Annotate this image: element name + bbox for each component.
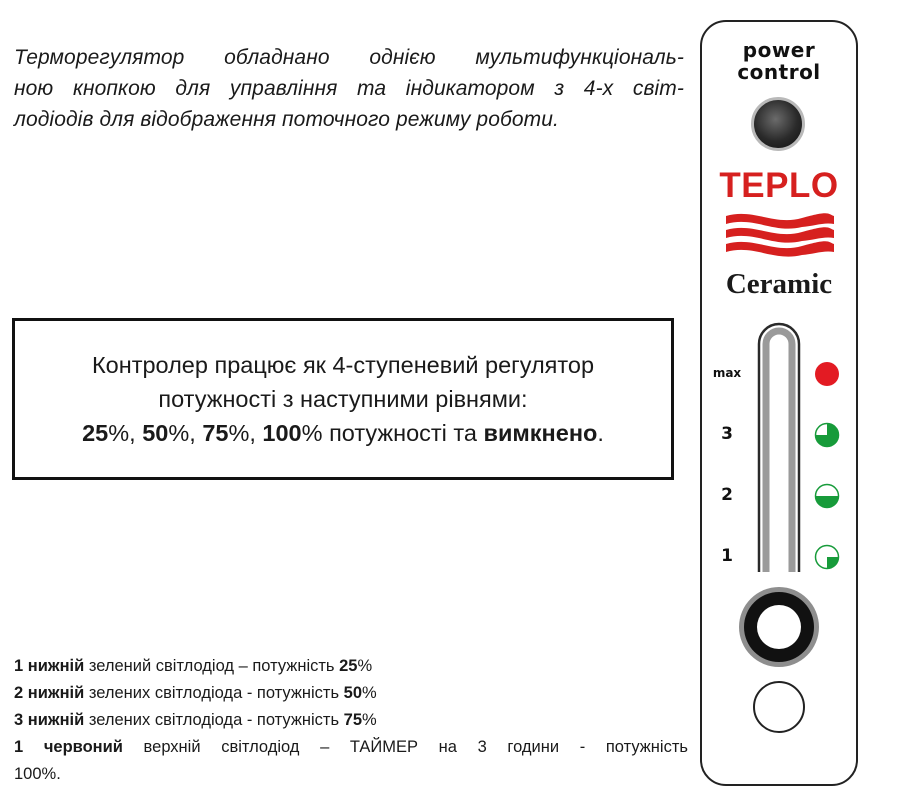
- led-max-red: [814, 361, 840, 387]
- level-label-3: 3: [721, 424, 733, 444]
- info-box: [12, 318, 674, 480]
- led-1-green: [814, 544, 840, 570]
- led-legend: [14, 653, 688, 788]
- level-label-max: max: [712, 366, 742, 380]
- brand-logo: TEPLO: [719, 166, 839, 205]
- info-box-line-2: потужності з наступними рівнями:: [158, 386, 528, 412]
- legend-row: 1 нижній зелений світлодіод – потужність 25%: [14, 657, 373, 675]
- intro-line-3: лодіодів для відображення поточного режиму роботи.: [14, 108, 559, 131]
- level-label-1: 1: [721, 546, 733, 566]
- bottom-button[interactable]: [753, 681, 805, 733]
- level-50: 50: [142, 420, 169, 446]
- info-box-line-1: Контролер працює як 4-ступеневий регулятор: [91, 352, 595, 378]
- level-off: вимкнено: [483, 420, 598, 446]
- level-75: 75: [202, 420, 229, 446]
- intro-paragraph: [14, 42, 684, 135]
- level-label-2: 2: [721, 485, 733, 505]
- multifunction-button[interactable]: [751, 97, 805, 151]
- legend-row: 3 нижній зелених світлодіода - потужність 75%: [14, 711, 377, 729]
- legend-row-continuation: 100%.: [14, 765, 61, 783]
- info-box-line-3: 25%, 50%, 75%, 100% потужності та вимкнено.: [82, 420, 604, 446]
- led-3-green: [814, 422, 840, 448]
- led-2-green: [814, 483, 840, 509]
- heat-waves-icon: [724, 210, 836, 262]
- intro-line-1: Терморегулятор обладнано однією мультифункціональ-: [14, 46, 684, 69]
- legend-row: 2 нижній зелених світлодіода - потужність 50%: [14, 684, 377, 702]
- level-100: 100: [262, 420, 302, 446]
- legend-row: 1 червоний верхній світлодіод – ТАЙМЕР на 3 години - потужність: [14, 738, 688, 756]
- level-25: 25: [82, 420, 109, 446]
- intro-line-2: ною кнопкою для управління та індикатором з 4-х світ-: [14, 77, 684, 100]
- brand-subtitle: Ceramic: [725, 268, 833, 300]
- power-control-label: power control: [737, 38, 821, 84]
- thermostat-panel: [700, 20, 858, 786]
